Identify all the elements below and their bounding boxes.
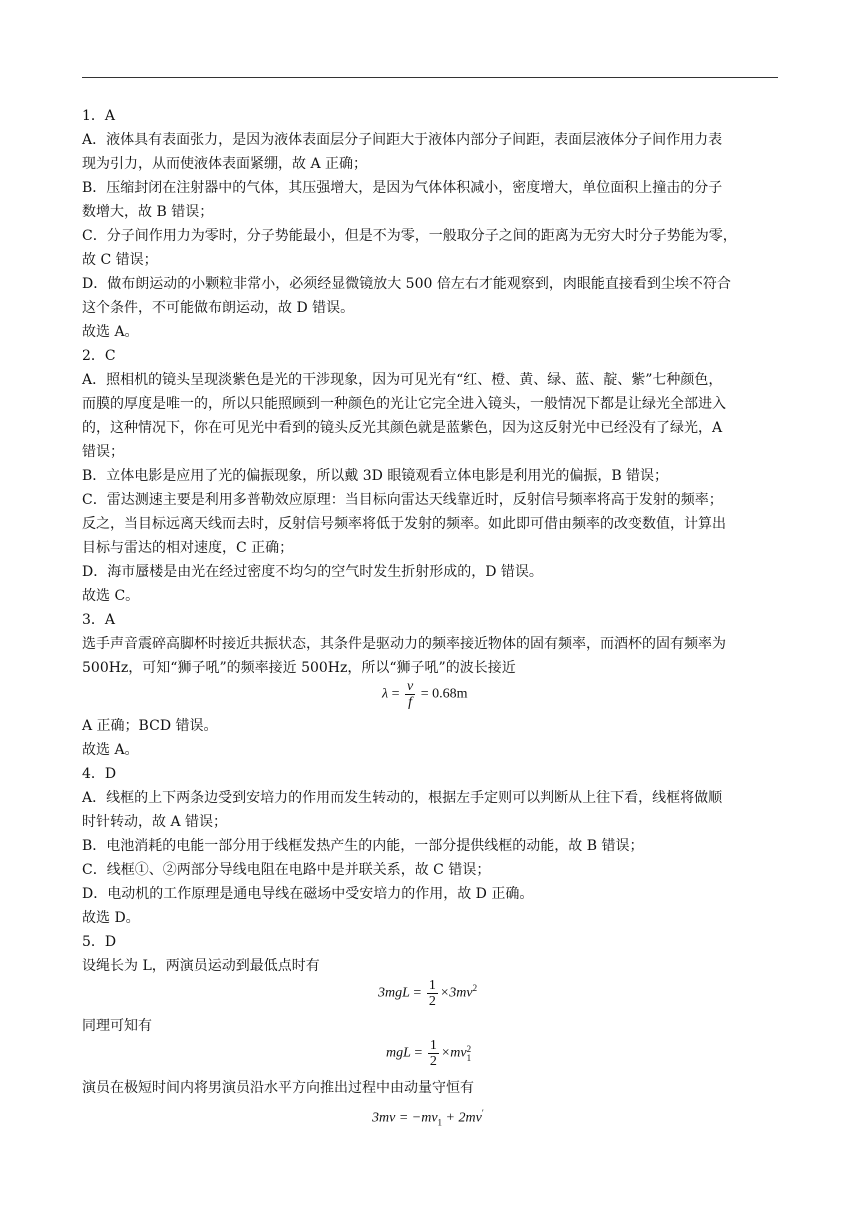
text-line: 反之，当目标远离天线而去时，反射信号频率将低于发射的频率。如此即可借由频率的改变数值，计算出 <box>82 516 726 532</box>
text-line: 目标与雷达的相对速度，C 正确； <box>82 540 294 556</box>
formula-text: = <box>409 985 425 1001</box>
formula-text: = 0.68m <box>417 686 468 702</box>
text-line: 故 C 错误； <box>82 252 158 268</box>
text-line: 设绳长为 L，两演员运动到最低点时有 <box>82 958 320 974</box>
exponent: 2 <box>472 983 478 994</box>
text-line: C．线框①、②两部分导线电阻在电路中是并联关系，故 C 错误； <box>82 862 491 878</box>
text-line: 4．D <box>82 766 117 782</box>
formula-symbol: ×3mv <box>439 985 473 1001</box>
text-line: 的，这种情况下，你在可见光中看到的镜头反光其颜色就是蓝紫色，因为这反射光中已经没有了绿光，A <box>82 420 723 436</box>
formula-symbol: ×mv <box>440 1045 467 1061</box>
fraction <box>428 1038 439 1069</box>
fraction-denominator: f <box>408 695 413 710</box>
exponent: 2 <box>466 1043 472 1054</box>
formula-energy-lowest-point <box>378 978 477 1009</box>
formula-energy-same-reasoning <box>386 1038 471 1069</box>
text-line: A．照相机的镜头呈现淡紫色是光的干涉现象，因为可见光有“红、橙、黄、绿、蓝、靛、紫”七种颜色， <box>82 372 723 388</box>
text-line: 1．A <box>82 108 116 124</box>
text-line: D．电动机的工作原理是通电导线在磁场中受安培力的作用，故 D 正确。 <box>82 886 534 902</box>
text-line: 这个条件，不可能做布朗运动，故 D 错误。 <box>82 300 355 316</box>
text-line: C．雷达测速主要是利用多普勒效应原理：当目标向雷达天线靠近时，反射信号频率将高于发射的频率； <box>82 492 723 508</box>
text-line: 时针转动，故 A 错误； <box>82 814 228 830</box>
text-line: 同理可知有 <box>82 1018 152 1034</box>
text-line: 2．C <box>82 348 116 364</box>
text-line: A．液体具有表面张力，是因为液体表面层分子间距大于液体内部分子间距，表面层液体分子间作用力表 <box>82 132 723 148</box>
text-line: A．线框的上下两条边受到安培力的作用而发生转动的，根据左手定则可以判断从上往下看，线框将做顺 <box>82 790 723 806</box>
formula-symbol: 3mv <box>372 1110 396 1126</box>
text-line: 故选 C。 <box>82 588 140 604</box>
text-line: 故选 A。 <box>82 742 139 758</box>
formula-wavelength <box>382 679 468 710</box>
header-rule <box>82 77 778 78</box>
text-line: 故选 A。 <box>82 324 139 340</box>
formula-text: = <box>388 686 403 702</box>
formula-symbol: 3mgL <box>378 985 410 1001</box>
fraction-numerator: v <box>406 679 414 694</box>
subscript: 1 <box>466 1052 472 1063</box>
fraction-numerator: 1 <box>428 978 436 993</box>
fraction-denominator: 2 <box>428 994 436 1009</box>
prime-mark: ′ <box>481 1108 484 1118</box>
formula-text: = −mv <box>395 1110 438 1126</box>
text-line: A 正确；BCD 错误。 <box>82 718 218 734</box>
formula-text: = <box>410 1045 426 1061</box>
fraction-numerator: 1 <box>429 1038 437 1053</box>
text-line: D．海市蜃楼是由光在经过密度不均匀的空气时发生折射形成的，D 错误。 <box>82 564 543 580</box>
text-line: 5．D <box>82 934 117 950</box>
text-line: 选手声音震碎高脚杯时接近共振状态，其条件是驱动力的频率接近物体的固有频率，而酒杯的固有频率为 <box>82 636 726 652</box>
formula-symbol: mgL <box>386 1045 411 1061</box>
text-line: D．做布朗运动的小颗粒非常小，必须经显微镜放大 500 倍左右才能观察到，肉眼能直接看到尘埃不符合 <box>82 276 731 292</box>
fraction <box>427 978 438 1009</box>
formula-symbol: + 2mv <box>442 1110 482 1126</box>
sub-sup-stack <box>467 1045 472 1063</box>
text-line: B．压缩封闭在注射器中的气体，其压强增大，是因为气体体积减小，密度增大，单位面积上撞击的分子 <box>82 180 723 196</box>
fraction <box>405 679 415 710</box>
text-line: B．电池消耗的电能一部分用于线框发热产生的内能，一部分提供线框的动能，故 B 错误； <box>82 838 644 854</box>
text-line: 3．A <box>82 612 116 628</box>
text-line: 演员在极短时间内将男演员沿水平方向推出过程中由动量守恒有 <box>82 1080 474 1096</box>
text-line: C．分子间作用力为零时，分子势能最小，但是不为零，一般取分子之间的距离为无穷大时分子势能为零， <box>82 228 737 244</box>
subscript: 1 <box>437 1117 443 1128</box>
formula-symbol: λ <box>382 686 389 702</box>
text-line: 错误； <box>82 444 124 460</box>
text-line: 故选 D。 <box>82 910 140 926</box>
formula-momentum-conservation <box>372 1108 484 1127</box>
text-line: 数增大，故 B 错误； <box>82 204 214 220</box>
text-line: 现为引力，从而使液体表面紧绷，故 A 正确； <box>82 156 368 172</box>
text-line: 而膜的厚度是唯一的，所以只能照顾到一种颜色的光让它完全进入镜头，一般情况下都是让绿光全部进入 <box>82 396 726 412</box>
text-line: 500Hz，可知“狮子吼”的频率接近 500Hz，所以“狮子吼”的波长接近 <box>82 660 516 676</box>
fraction-denominator: 2 <box>429 1054 437 1069</box>
text-line: B．立体电影是应用了光的偏振现象，所以戴 3D 眼镜观看立体电影是利用光的偏振，B 错误； <box>82 468 669 484</box>
